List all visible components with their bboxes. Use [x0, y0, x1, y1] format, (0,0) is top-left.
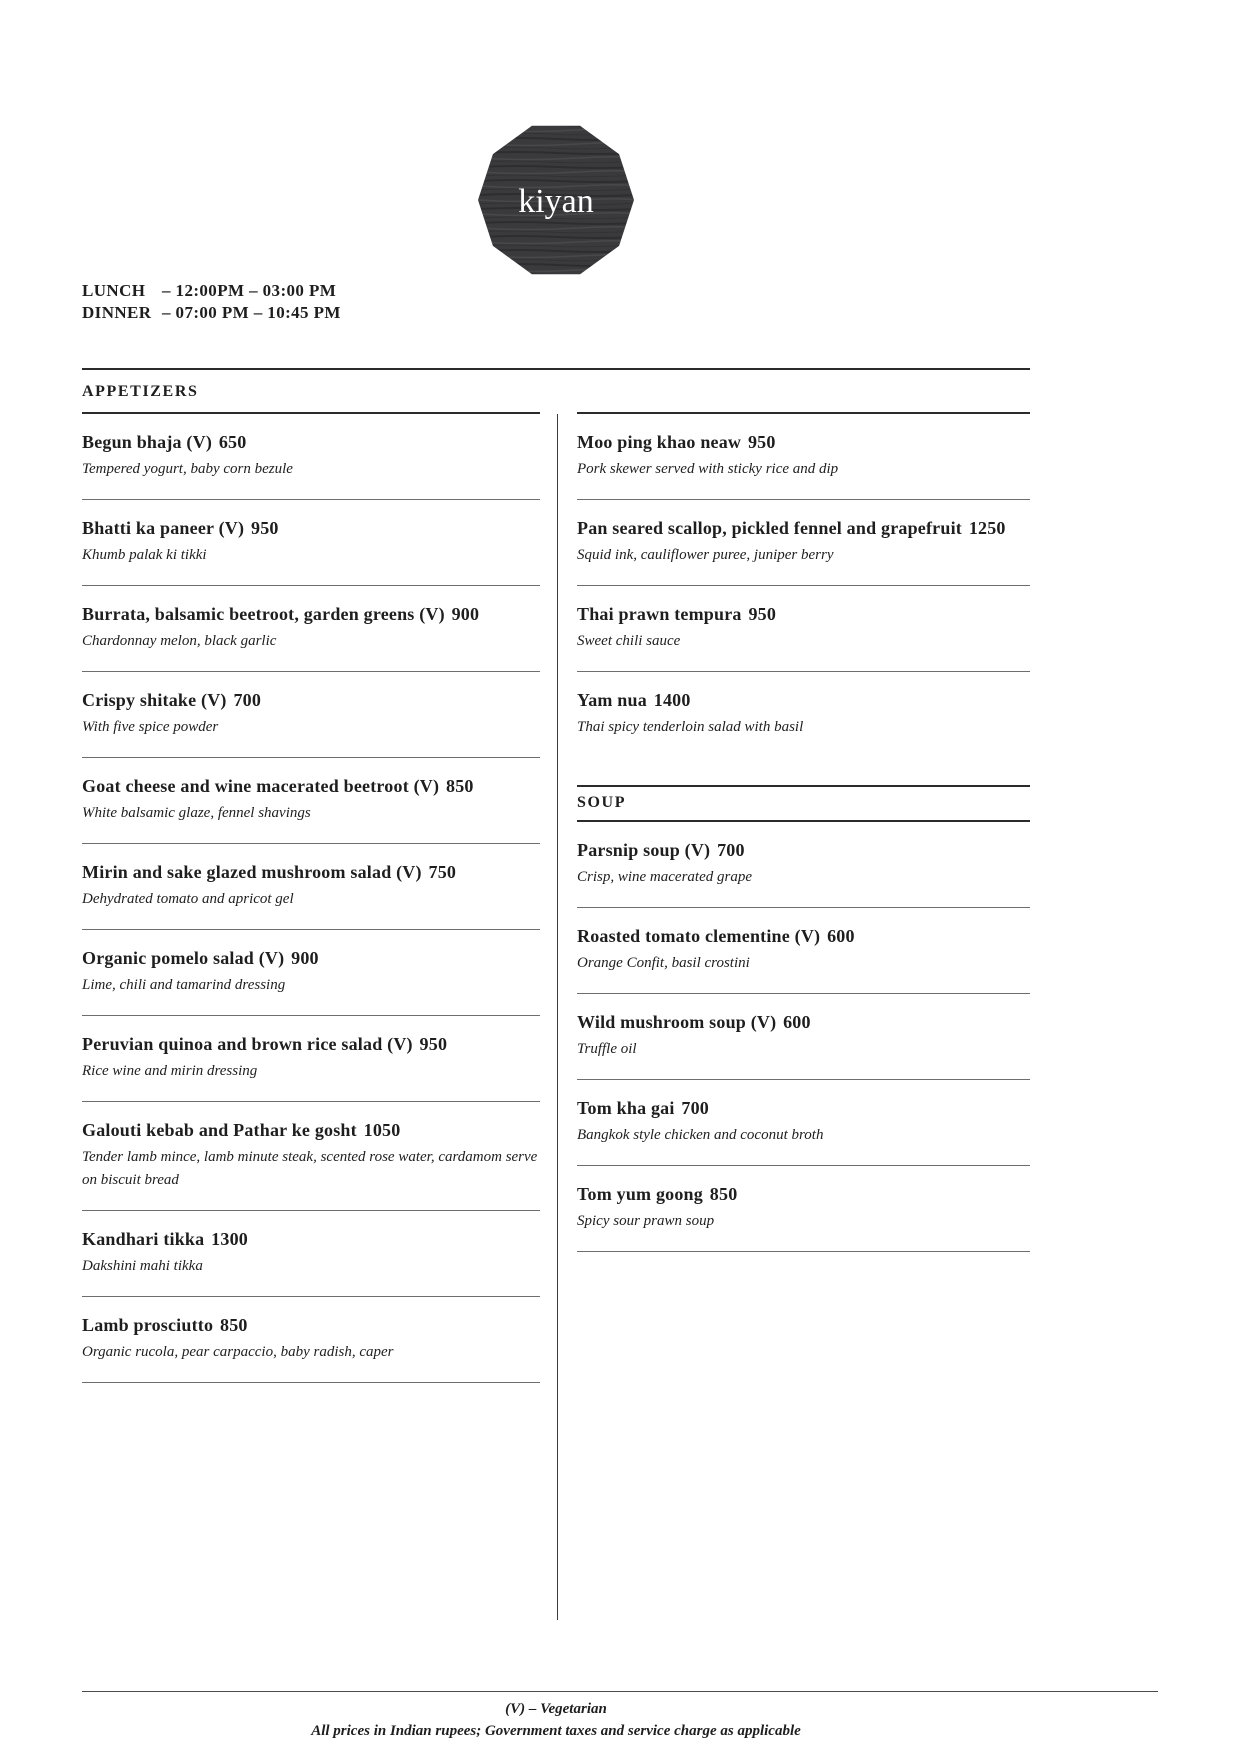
menu-item	[82, 1297, 540, 1383]
item-price: 1300	[211, 1229, 248, 1249]
item-description: Truffle oil	[577, 1041, 637, 1057]
item-title	[577, 923, 1030, 949]
item-name: Goat cheese and wine macerated beetroot (V)	[82, 776, 440, 796]
item-name: Roasted tomato clementine (V)	[577, 926, 821, 946]
item-name: Kandhari tikka	[82, 1229, 205, 1249]
item-title	[82, 601, 540, 627]
item-description: Khumb palak ki tikki	[82, 547, 207, 563]
appetizers-section-title: APPETIZERS	[82, 383, 199, 400]
item-name: Organic pomelo salad (V)	[82, 948, 285, 968]
menu-item	[82, 414, 540, 500]
item-name: Tom yum goong	[577, 1184, 703, 1204]
appetizers-right-column	[577, 412, 1030, 1252]
menu-columns	[82, 412, 1030, 1383]
item-description: Thai spicy tenderloin salad with basil	[577, 719, 804, 735]
item-name: Mirin and sake glazed mushroom salad (V)	[82, 862, 422, 882]
item-name: Thai prawn tempura	[577, 604, 742, 624]
item-description: Dehydrated tomato and apricot gel	[82, 891, 294, 907]
item-name: Crispy shitake (V)	[82, 690, 227, 710]
footer-notes	[82, 1699, 1030, 1742]
item-name: Parsnip soup (V)	[577, 840, 711, 860]
menu-item	[82, 844, 540, 930]
item-price: 900	[291, 948, 319, 968]
item-name: Begun bhaja (V)	[82, 432, 213, 452]
menu-item	[82, 1016, 540, 1102]
item-name: Yam nua	[577, 690, 647, 710]
menu-item	[82, 1211, 540, 1297]
item-price: 950	[748, 604, 777, 624]
item-price: 1400	[653, 690, 691, 710]
item-description: Rice wine and mirin dressing	[82, 1063, 258, 1079]
menu-item	[82, 586, 540, 672]
item-name: Moo ping khao neaw	[577, 432, 742, 452]
item-description: Tempered yogurt, baby corn bezule	[82, 461, 293, 477]
item-name: Burrata, balsamic beetroot, garden greens (V)	[82, 604, 445, 624]
service-hours	[82, 280, 1030, 324]
item-description: Tender lamb mince, lamb minute steak, scented rose water, cardamom serve on biscuit bread	[82, 1149, 538, 1188]
item-description: White balsamic glaze, fennel shavings	[82, 805, 311, 821]
item-price: 750	[428, 862, 457, 882]
dinner-hours	[82, 302, 1030, 324]
item-price: 900	[451, 604, 480, 624]
item-title	[577, 1181, 1030, 1207]
menu-item	[577, 586, 1030, 672]
item-price: 1050	[363, 1120, 401, 1140]
item-name: Peruvian quinoa and brown rice salad (V)	[82, 1034, 413, 1054]
item-title	[82, 1117, 540, 1143]
pricing-note: All prices in Indian rupees; Government taxes and service charge as applicable	[311, 1723, 801, 1739]
restaurant-logo	[82, 0, 1030, 278]
item-name: Galouti kebab and Pathar ke gosht	[82, 1120, 357, 1140]
menu-item	[577, 672, 1030, 757]
item-price: 950	[747, 432, 776, 452]
column-divider	[557, 414, 558, 1620]
item-description: Squid ink, cauliflower puree, juniper berry	[577, 547, 834, 563]
item-title	[577, 1009, 1030, 1035]
item-price: 850	[709, 1184, 738, 1204]
menu-item	[82, 672, 540, 758]
item-description: Orange Confit, basil crostini	[577, 955, 750, 971]
item-price: 950	[251, 518, 279, 538]
logo-text: kiyan	[518, 183, 594, 220]
item-title	[82, 515, 540, 541]
lunch-time: – 12:00PM – 03:00 PM	[162, 281, 337, 300]
item-title	[82, 773, 540, 799]
item-price: 650	[218, 432, 247, 452]
menu-content	[82, 0, 1030, 1383]
item-price: 850	[220, 1315, 248, 1335]
menu-item	[82, 1102, 540, 1211]
dinner-label: DINNER	[82, 303, 152, 322]
item-title	[577, 429, 1030, 455]
menu-item	[82, 758, 540, 844]
item-title	[577, 601, 1030, 627]
item-price: 600	[827, 926, 855, 946]
item-description: Spicy sour prawn soup	[577, 1213, 715, 1229]
item-title	[82, 1031, 540, 1057]
item-title	[82, 859, 540, 885]
item-title	[82, 1312, 540, 1338]
menu-item	[577, 822, 1030, 908]
item-title	[577, 515, 1030, 541]
item-price: 700	[717, 840, 745, 860]
item-description: Sweet chili sauce	[577, 633, 681, 649]
item-title	[577, 687, 1030, 713]
item-price: 1250	[968, 518, 1006, 538]
menu-item	[577, 500, 1030, 586]
menu-item	[577, 1166, 1030, 1252]
item-price: 600	[783, 1012, 811, 1032]
item-name: Tom kha gai	[577, 1098, 675, 1118]
menu-item	[82, 500, 540, 586]
menu-item	[577, 414, 1030, 500]
item-name: Lamb prosciutto	[82, 1315, 214, 1335]
item-description: Bangkok style chicken and coconut broth	[577, 1127, 824, 1143]
dinner-time: – 07:00 PM – 10:45 PM	[162, 303, 341, 322]
item-description: Lime, chili and tamarind dressing	[82, 977, 286, 993]
menu-item	[577, 994, 1030, 1080]
item-description: Dakshini mahi tikka	[82, 1258, 203, 1274]
header-divider	[82, 368, 1030, 370]
menu-item	[577, 908, 1030, 994]
item-price: 700	[681, 1098, 710, 1118]
item-price: 700	[233, 690, 262, 710]
soup-section-title: SOUP	[577, 785, 1030, 822]
item-description: Crisp, wine macerated grape	[577, 869, 752, 885]
decagon-logo-icon	[478, 122, 634, 278]
item-description: Pork skewer served with sticky rice and dip	[577, 461, 839, 477]
menu-footer	[82, 1691, 1158, 1742]
item-title	[82, 687, 540, 713]
item-name: Wild mushroom soup (V)	[577, 1012, 777, 1032]
lunch-label: LUNCH	[82, 281, 146, 300]
item-title	[82, 1226, 540, 1252]
lunch-hours	[82, 280, 1030, 302]
item-name: Pan seared scallop, pickled fennel and grapefruit	[577, 518, 962, 538]
item-price: 950	[419, 1034, 448, 1054]
item-title	[577, 1095, 1030, 1121]
item-title	[82, 429, 540, 455]
item-description: Chardonnay melon, black garlic	[82, 633, 277, 649]
vegetarian-note: (V) – Vegetarian	[505, 1701, 607, 1717]
appetizers-left-column	[82, 412, 540, 1383]
menu-item	[577, 1080, 1030, 1166]
item-description: Organic rucola, pear carpaccio, baby radish, caper	[82, 1344, 394, 1360]
menu-item	[82, 930, 540, 1016]
item-title	[82, 945, 540, 971]
item-name: Bhatti ka paneer (V)	[82, 518, 245, 538]
item-price: 850	[446, 776, 474, 796]
item-title	[577, 837, 1030, 863]
item-description: With five spice powder	[82, 719, 219, 735]
